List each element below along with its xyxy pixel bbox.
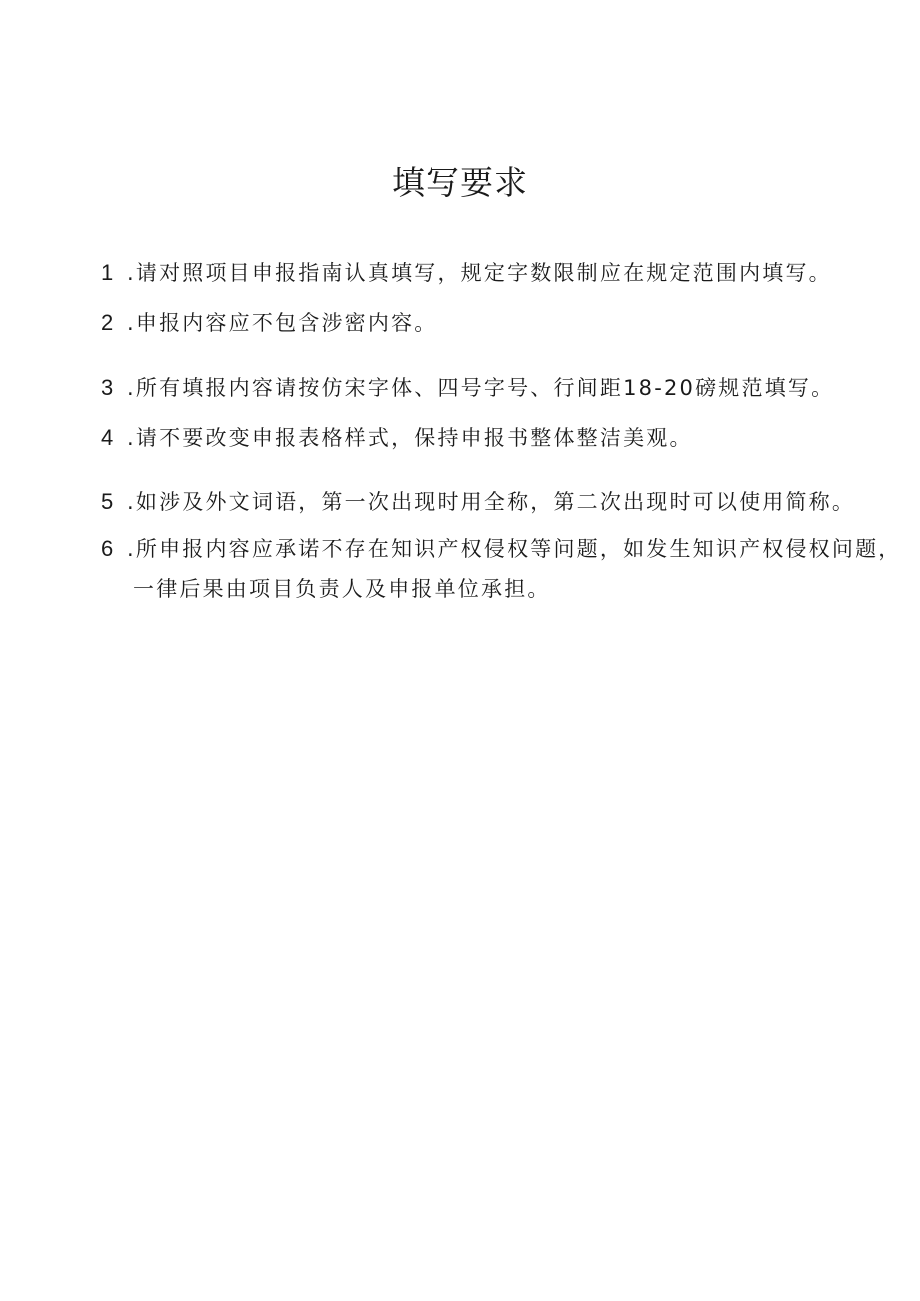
item-text: .请对照项目申报指南认真填写，规定字数限制应在规定范围内填写。 — [127, 261, 832, 285]
item-number: 5 — [101, 489, 114, 514]
item-number: 3 — [101, 375, 114, 400]
item-text-continuation: 一律后果由项目负责人及申报单位承担。 — [133, 577, 551, 601]
item-number: 6 — [101, 536, 114, 561]
page-title: 填写要求 — [392, 163, 528, 202]
item-number: 1 — [101, 260, 114, 285]
item-text: .请不要改变申报表格样式，保持申报书整体整洁美观。 — [127, 426, 693, 450]
item-number: 2 — [101, 310, 114, 335]
item-number: 4 — [101, 425, 114, 450]
requirement-item-6 — [0, 534, 920, 614]
item-text: .如涉及外文词语，第一次出现时用全称，第二次出现时可以使用简称。 — [127, 490, 856, 514]
item-text: .所有填报内容请按仿宋字体、四号字号、行间距18-20磅规范填写。 — [127, 376, 835, 400]
item-text: .所申报内容应承诺不存在知识产权侵权等问题，如发生知识产权侵权问题， — [127, 537, 902, 561]
item-text: .申报内容应不包含涉密内容。 — [127, 311, 438, 335]
